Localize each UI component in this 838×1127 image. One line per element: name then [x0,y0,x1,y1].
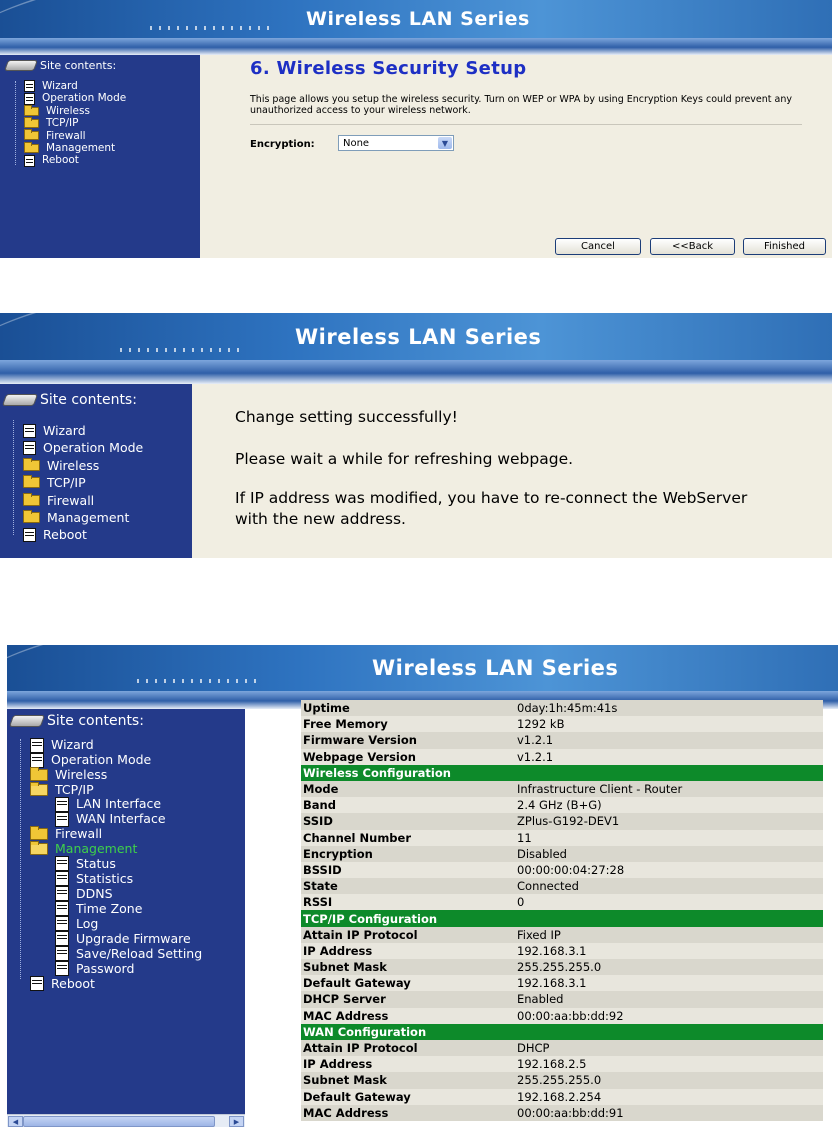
sidebar-item-password[interactable] [30,961,202,976]
folder-icon [24,119,39,128]
status-value: 255.255.255.0 [515,959,823,975]
status-value: 00:00:00:04:27:28 [515,862,823,878]
sidebar-item-label: Management [47,510,130,526]
sidebar-item-wireless[interactable] [23,457,143,474]
cancel-button[interactable]: Cancel [555,238,641,255]
wizard-security-screen [0,0,832,258]
encryption-label: Encryption: [250,139,315,150]
status-value: 192.168.2.5 [515,1056,823,1072]
site-contents-header [11,713,144,729]
sidebar-scrollbar[interactable] [7,1114,245,1127]
reconnect-message-line1: If IP address was modified, you have to re-connect the WebServer [235,489,748,507]
sidebar-item-reboot[interactable] [30,976,202,991]
nav-tree [24,80,126,167]
sidebar-item-label: Management [55,840,138,856]
sidebar-item-management[interactable] [23,509,143,526]
sidebar-item-tcp-ip[interactable] [23,474,143,491]
banner-dots [150,26,270,30]
sidebar-item-label: Reboot [51,975,95,991]
banner-stripe [0,38,832,55]
sidebar-item-label: Wireless [55,767,108,782]
doc-icon [23,424,36,438]
nav-tree [23,422,143,544]
sidebar-item-label: Management [46,142,116,155]
sidebar-item-label: Wizard [43,423,86,438]
sidebar-item-label: Operation Mode [43,440,144,456]
sidebar-item-label: Log [76,915,99,931]
sidebar-item-time-zone[interactable] [30,901,202,916]
doc-icon [23,528,36,542]
sidebar-item-label: DDNS [76,885,113,901]
status-key: Subnet Mask [301,959,515,975]
sidebar-item-label: Operation Mode [42,92,127,105]
status-key: Attain IP Protocol [301,1040,515,1056]
status-key: Default Gateway [301,1089,515,1105]
folder-icon [24,107,39,116]
status-key: Mode [301,781,515,797]
status-key: SSID [301,813,515,829]
encryption-select[interactable] [338,135,454,151]
status-key: DHCP Server [301,991,515,1007]
doc-icon [55,916,69,931]
sidebar-item-label: TCP/IP [55,781,94,797]
doc-icon [55,797,69,812]
status-value: Enabled [515,991,823,1007]
sidebar-item-wizard[interactable] [30,738,202,753]
site-contents-label: Site contents: [40,59,117,72]
sidebar-item-wan-interface[interactable] [30,812,202,827]
doc-icon [55,901,69,916]
doc-icon [55,961,69,976]
status-value: 192.168.3.1 [515,975,823,991]
banner-stripe [7,691,838,709]
sidebar-item-label: Status [76,855,116,871]
status-value: Connected [515,878,823,894]
drive-icon [4,60,38,71]
doc-icon [30,753,44,768]
page-title: 6. Wireless Security Setup [250,58,527,79]
sidebar-item-label: Reboot [42,154,79,167]
folder-open-icon [30,784,48,796]
sidebar-item-operation-mode[interactable] [23,439,143,456]
sidebar-item-label: Reboot [43,527,87,543]
status-key: Subnet Mask [301,1072,515,1088]
sidebar-item-wizard[interactable] [23,422,143,439]
status-key: Firmware Version [301,732,515,748]
site-contents-header [6,59,116,72]
folder-icon [23,495,40,506]
sidebar-item-firewall[interactable] [30,827,202,842]
banner-title: Wireless LAN Series [372,656,619,680]
banner [7,645,838,691]
doc-icon [55,871,69,886]
status-key: Default Gateway [301,975,515,991]
status-value: 192.168.2.254 [515,1089,823,1105]
sidebar-item-management[interactable] [24,142,126,154]
sidebar [7,709,245,1124]
site-contents-header [4,392,137,408]
sidebar [0,55,200,258]
folder-icon [23,512,40,523]
banner [0,313,832,360]
banner-dots [120,348,240,352]
sidebar-item-label: Firewall [47,492,95,508]
status-value: Disabled [515,846,823,862]
sidebar-item-label: Wireless [47,457,100,473]
doc-icon [30,738,44,753]
status-key: Band [301,797,515,813]
status-key: State [301,878,515,894]
folder-icon [23,460,40,471]
sidebar-item-save-reload-setting[interactable] [30,946,202,961]
doc-icon [55,856,69,871]
sidebar-item-management[interactable] [30,842,202,857]
folder-icon [30,828,48,840]
drive-icon [9,715,45,727]
tree-line [20,739,21,979]
status-key: Webpage Version [301,749,515,765]
content-panel [245,709,838,1124]
status-value: ZPlus-G192-DEV1 [515,813,823,829]
sidebar-item-label: Firewall [55,826,103,842]
scroll-left-icon[interactable]: ◀ [8,1116,23,1127]
sidebar-item-firewall[interactable] [24,130,126,142]
wait-message: Please wait a while for refreshing webpage. [235,450,574,468]
banner-title: Wireless LAN Series [306,8,530,30]
doc-icon [30,976,44,991]
sidebar-item-ddns[interactable] [30,886,202,901]
status-value: v1.2.1 [515,732,823,748]
folder-icon [30,769,48,781]
sidebar-item-label: TCP/IP [46,117,79,130]
sidebar-item-log[interactable] [30,916,202,931]
doc-icon [24,93,35,105]
tree-line [13,420,14,535]
status-key: MAC Address [301,1105,515,1121]
status-screen [7,645,838,1124]
sidebar-item-operation-mode[interactable] [30,753,202,768]
status-value: 192.168.3.1 [515,943,823,959]
folder-icon [24,131,39,140]
banner-stripe [0,360,832,384]
sidebar-item-wizard[interactable] [24,80,126,92]
divider [250,124,802,125]
status-value: 255.255.255.0 [515,1072,823,1088]
status-value: v1.2.1 [515,749,823,765]
section-title: Wireless Configuration [301,765,823,781]
sidebar-item-label: Wizard [42,80,78,92]
sidebar-item-lan-interface[interactable] [30,797,202,812]
status-value: DHCP [515,1040,823,1056]
scrollbar-thumb[interactable] [23,1116,215,1127]
sidebar-item-label: Upgrade Firmware [76,930,191,946]
doc-icon [55,931,69,946]
tree-line [15,81,16,165]
status-key: Free Memory [301,716,515,732]
sidebar-item-label: Save/Reload Setting [76,945,203,961]
banner-title: Wireless LAN Series [295,324,542,349]
chevron-down-icon[interactable]: ▼ [438,137,452,149]
sidebar-item-label: LAN Interface [76,796,162,812]
folder-icon [23,477,40,488]
sidebar-item-label: Wizard [51,737,94,753]
status-key: Channel Number [301,830,515,846]
banner [0,0,832,38]
change-success-screen [0,313,832,558]
sidebar-item-firewall[interactable] [23,492,143,509]
status-value: 0 [515,894,823,910]
doc-icon [24,155,35,167]
sidebar-item-label: Wireless [46,104,90,117]
status-key: MAC Address [301,1008,515,1024]
sidebar-item-label: Time Zone [76,900,143,916]
sidebar-item-reboot[interactable] [24,154,126,166]
folder-open-icon [30,843,48,855]
status-key: BSSID [301,862,515,878]
scroll-right-icon[interactable]: ▶ [229,1116,244,1127]
status-value: 1292 kB [515,716,823,732]
sidebar-item-statistics[interactable] [30,871,202,886]
status-value: 00:00:aa:bb:dd:91 [515,1105,823,1121]
banner-dots [137,679,257,683]
content-panel [200,55,832,258]
success-message: Change setting successfully! [235,408,458,426]
status-key: Attain IP Protocol [301,927,515,943]
status-value: 00:00:aa:bb:dd:92 [515,1008,823,1024]
doc-icon [23,441,36,455]
sidebar-item-operation-mode[interactable] [24,92,126,104]
status-value: Infrastructure Client - Router [515,781,823,797]
folder-icon [24,144,39,153]
sidebar-item-label: WAN Interface [76,811,166,827]
status-key: IP Address [301,1056,515,1072]
status-value: 11 [515,830,823,846]
sidebar [0,384,192,558]
status-key: Uptime [301,700,515,716]
status-value: 2.4 GHz (B+G) [515,797,823,813]
sidebar-item-wireless[interactable] [30,768,202,783]
doc-icon [55,946,69,961]
status-key: Encryption [301,846,515,862]
sidebar-item-label: Firewall [46,129,86,142]
finished-button[interactable]: Finished [743,238,826,255]
sidebar-item-label: TCP/IP [47,475,86,491]
section-title: WAN Configuration [301,1024,823,1040]
sidebar-item-label: Operation Mode [51,752,152,768]
site-contents-label: Site contents: [47,713,144,729]
site-contents-label: Site contents: [40,392,137,408]
page-description: This page allows you setup the wireless security. Turn on WEP or WPA by using Encryption Keys could prevent any unauthorized access to your wireless network. [250,94,792,116]
status-value: Fixed IP [515,927,823,943]
back-button[interactable]: <<Back [650,238,735,255]
status-key: IP Address [301,943,515,959]
status-key: RSSI [301,894,515,910]
sidebar-item-label: Statistics [76,870,134,886]
doc-icon [55,812,69,827]
sidebar-item-tcp-ip[interactable] [24,117,126,129]
sidebar-item-status[interactable] [30,856,202,871]
encryption-select-value: None [343,137,370,149]
sidebar-item-tcp-ip[interactable] [30,783,202,798]
nav-tree [30,738,202,991]
section-title: TCP/IP Configuration [301,910,823,926]
sidebar-item-reboot[interactable] [23,526,143,543]
status-value: 0day:1h:45m:41s [515,700,823,716]
sidebar-item-upgrade-firmware[interactable] [30,931,202,946]
doc-icon [55,886,69,901]
sidebar-item-wireless[interactable] [24,105,126,117]
doc-icon [24,80,35,92]
drive-icon [2,394,38,406]
sidebar-item-label: Password [76,960,135,976]
reconnect-message-line2: with the new address. [235,510,406,528]
